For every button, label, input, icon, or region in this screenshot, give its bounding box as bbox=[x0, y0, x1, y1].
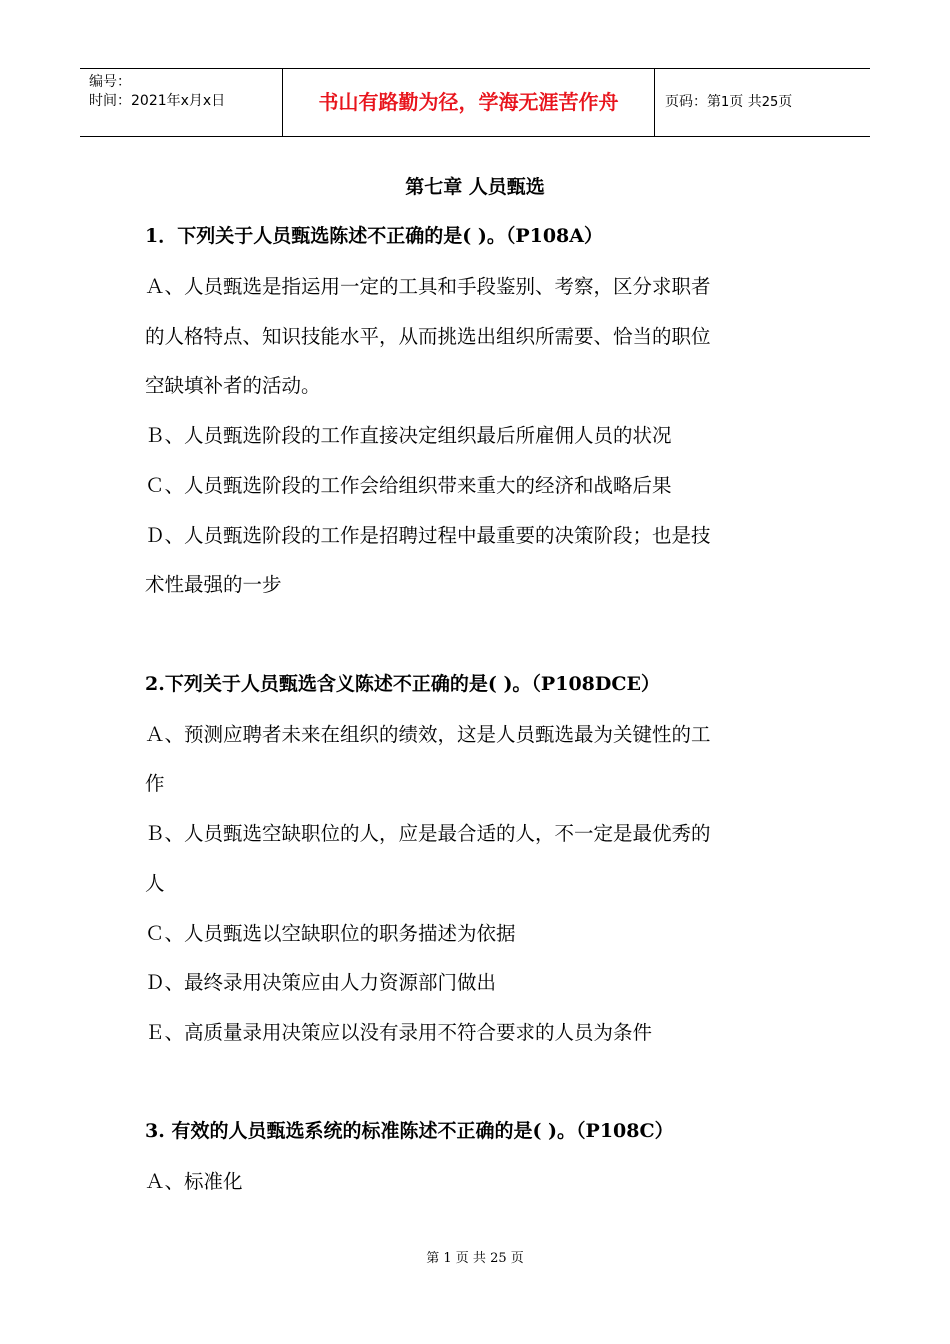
question-1-option-a-line-2: 的人格特点、知识技能水平，从而挑选出组织所需要、恰当的职位 bbox=[145, 325, 711, 348]
footer-prefix: 第 bbox=[426, 1251, 440, 1266]
question-1-option-d-line-1: Ｄ、人员甄选阶段的工作是招聘过程中最重要的决策阶段；也是技 bbox=[145, 524, 711, 547]
question-1-option-b: Ｂ、人员甄选阶段的工作直接决定组织最后所雇佣人员的状况 bbox=[145, 424, 672, 447]
document-date: 时间：2021年x月x日 bbox=[89, 93, 226, 109]
question-1-stem: 1．下列关于人员甄选陈述不正确的是( )。（P108A） bbox=[145, 225, 604, 247]
page-footer bbox=[0, 1247, 950, 1266]
question-1-option-c: Ｃ、人员甄选阶段的工作会给组织带来重大的经济和战略后果 bbox=[145, 474, 672, 497]
question-2-stem: 2.下列关于人员甄选含义陈述不正确的是( )。（P108DCE） bbox=[145, 673, 660, 695]
question-2-option-d: Ｄ、最终录用决策应由人力资源部门做出 bbox=[145, 971, 497, 994]
question-2-option-c: Ｃ、人员甄选以空缺职位的职务描述为依据 bbox=[145, 922, 516, 945]
question-1-option-a-line-3: 空缺填补者的活动。 bbox=[145, 374, 321, 397]
header-motto: 书山有路勤为径，学海无涯苦作舟 bbox=[282, 69, 655, 136]
header-page-current: 1 bbox=[721, 95, 730, 110]
document-number-label: 编号： bbox=[89, 74, 131, 90]
page-header bbox=[80, 68, 870, 137]
question-2-option-e: Ｅ、高质量录用决策应以没有录用不符合要求的人员为条件 bbox=[145, 1021, 653, 1044]
header-page-info bbox=[655, 69, 870, 136]
header-meta-cell bbox=[80, 69, 282, 136]
question-2-option-a-line-2: 作 bbox=[145, 772, 165, 795]
footer-suffix: 页 bbox=[510, 1251, 524, 1266]
page-label-mid: 页 共 bbox=[729, 94, 762, 110]
question-2-option-b-line-2: 人 bbox=[145, 872, 165, 895]
question-3-stem: 3. 有效的人员甄选系统的标准陈述不正确的是( )。（P108C） bbox=[145, 1120, 674, 1142]
question-3-option-a: Ａ、标准化 bbox=[145, 1170, 243, 1193]
footer-page-current: 1 bbox=[443, 1251, 452, 1266]
page-label-prefix: 页码：第 bbox=[665, 94, 721, 110]
footer-page-total: 25 bbox=[490, 1251, 507, 1266]
page-label-suffix: 页 bbox=[778, 94, 793, 110]
question-1-option-d-line-2: 术性最强的一步 bbox=[145, 573, 282, 596]
footer-mid: 页 共 bbox=[455, 1251, 486, 1266]
chapter-title: 第七章 人员甄选 bbox=[405, 176, 545, 198]
header-page-total: 25 bbox=[761, 95, 779, 110]
question-1-option-a-line-1: Ａ、人员甄选是指运用一定的工具和手段鉴别、考察，区分求职者 bbox=[145, 275, 711, 298]
question-2-option-b-line-1: Ｂ、人员甄选空缺职位的人，应是最合适的人，不一定是最优秀的 bbox=[145, 822, 711, 845]
question-2-option-a-line-1: Ａ、预测应聘者未来在组织的绩效，这是人员甄选最为关键性的工 bbox=[145, 723, 711, 746]
